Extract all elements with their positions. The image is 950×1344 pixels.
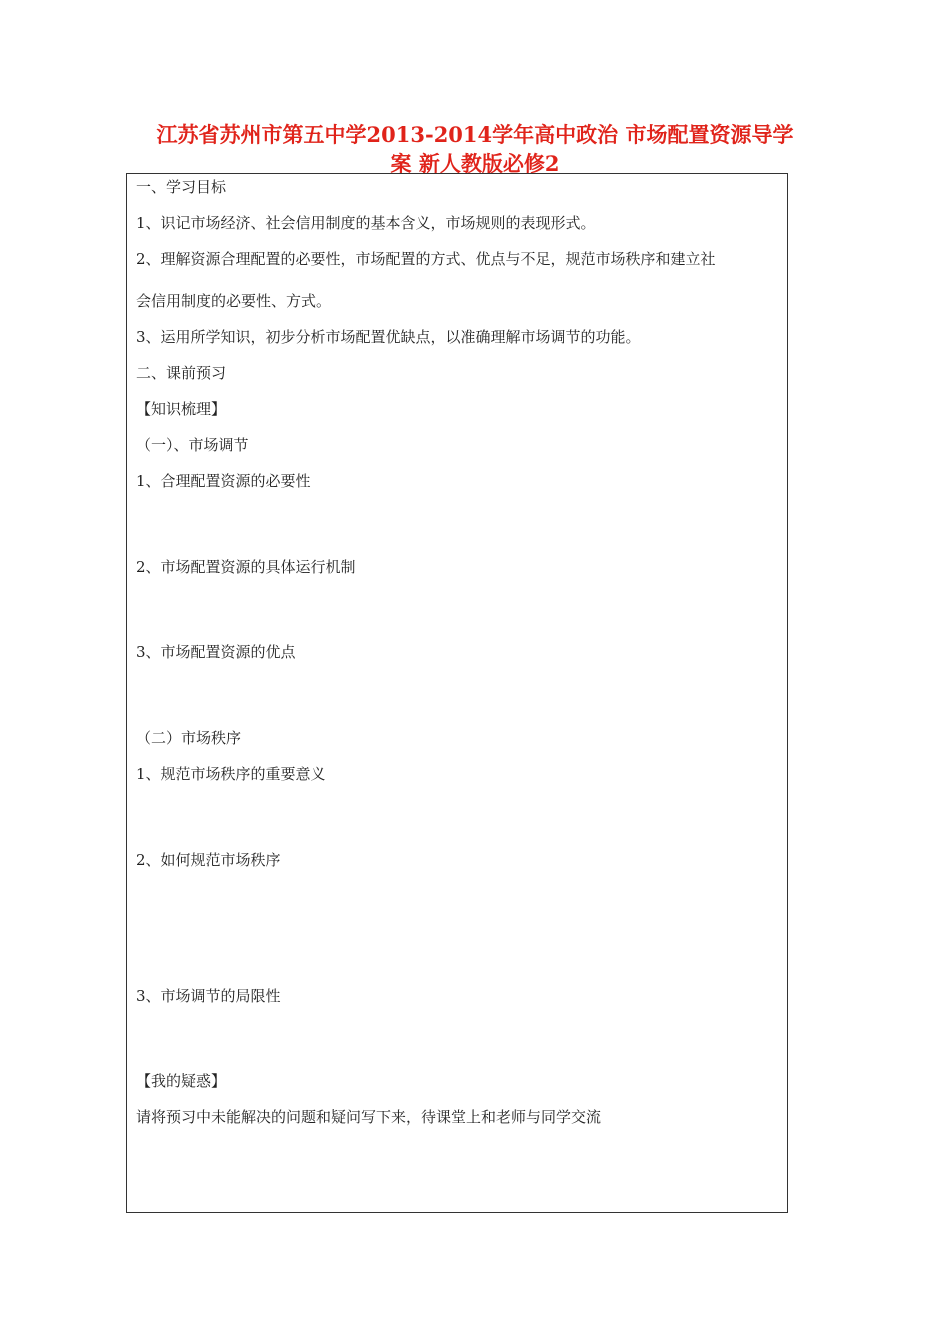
- subsection-item: 3、市场配置资源的优点: [136, 643, 296, 661]
- section-heading-goals: 一、学习目标: [136, 178, 227, 196]
- document-title: [120, 120, 830, 178]
- goal-item-2-part-1: 2、理解资源合理配置的必要性，市场配置的方式、优点与不足，规范市场秩序和建立社: [136, 250, 716, 268]
- goal-item-1: 1、识记市场经济、社会信用制度的基本含义，市场规则的表现形式。: [136, 214, 596, 232]
- subsection-item: 1、合理配置资源的必要性: [136, 472, 311, 490]
- subsection-item: 2、市场配置资源的具体运行机制: [136, 558, 356, 576]
- title-line-1: 江苏省苏州市第五中学2013-2014学年高中政治 市场配置资源导学: [156, 122, 794, 147]
- subsection-heading-market-regulation: （一）、市场调节: [136, 436, 249, 454]
- subsection-item: 1、规范市场秩序的重要意义: [136, 765, 326, 783]
- goal-item-3: 3、运用所学知识，初步分析市场配置优缺点，以准确理解市场调节的功能。: [136, 328, 641, 346]
- subsection-heading-market-order: （二）市场秩序: [136, 729, 242, 747]
- knowledge-heading: 【知识梳理】: [136, 400, 227, 418]
- worksheet-box: [126, 173, 788, 1213]
- subsection-item: 3、市场调节的局限性: [136, 987, 281, 1005]
- title-line-2: 案 新人教版必修2: [390, 151, 560, 176]
- doubts-heading: 【我的疑惑】: [136, 1072, 227, 1090]
- subsection-item: 2、如何规范市场秩序: [136, 851, 281, 869]
- doubts-instruction: 请将预习中未能解决的问题和疑问写下来，待课堂上和老师与同学交流: [136, 1108, 602, 1126]
- goal-item-2-part-2: 会信用制度的必要性、方式。: [136, 292, 332, 310]
- section-heading-preview: 二、课前预习: [136, 364, 227, 382]
